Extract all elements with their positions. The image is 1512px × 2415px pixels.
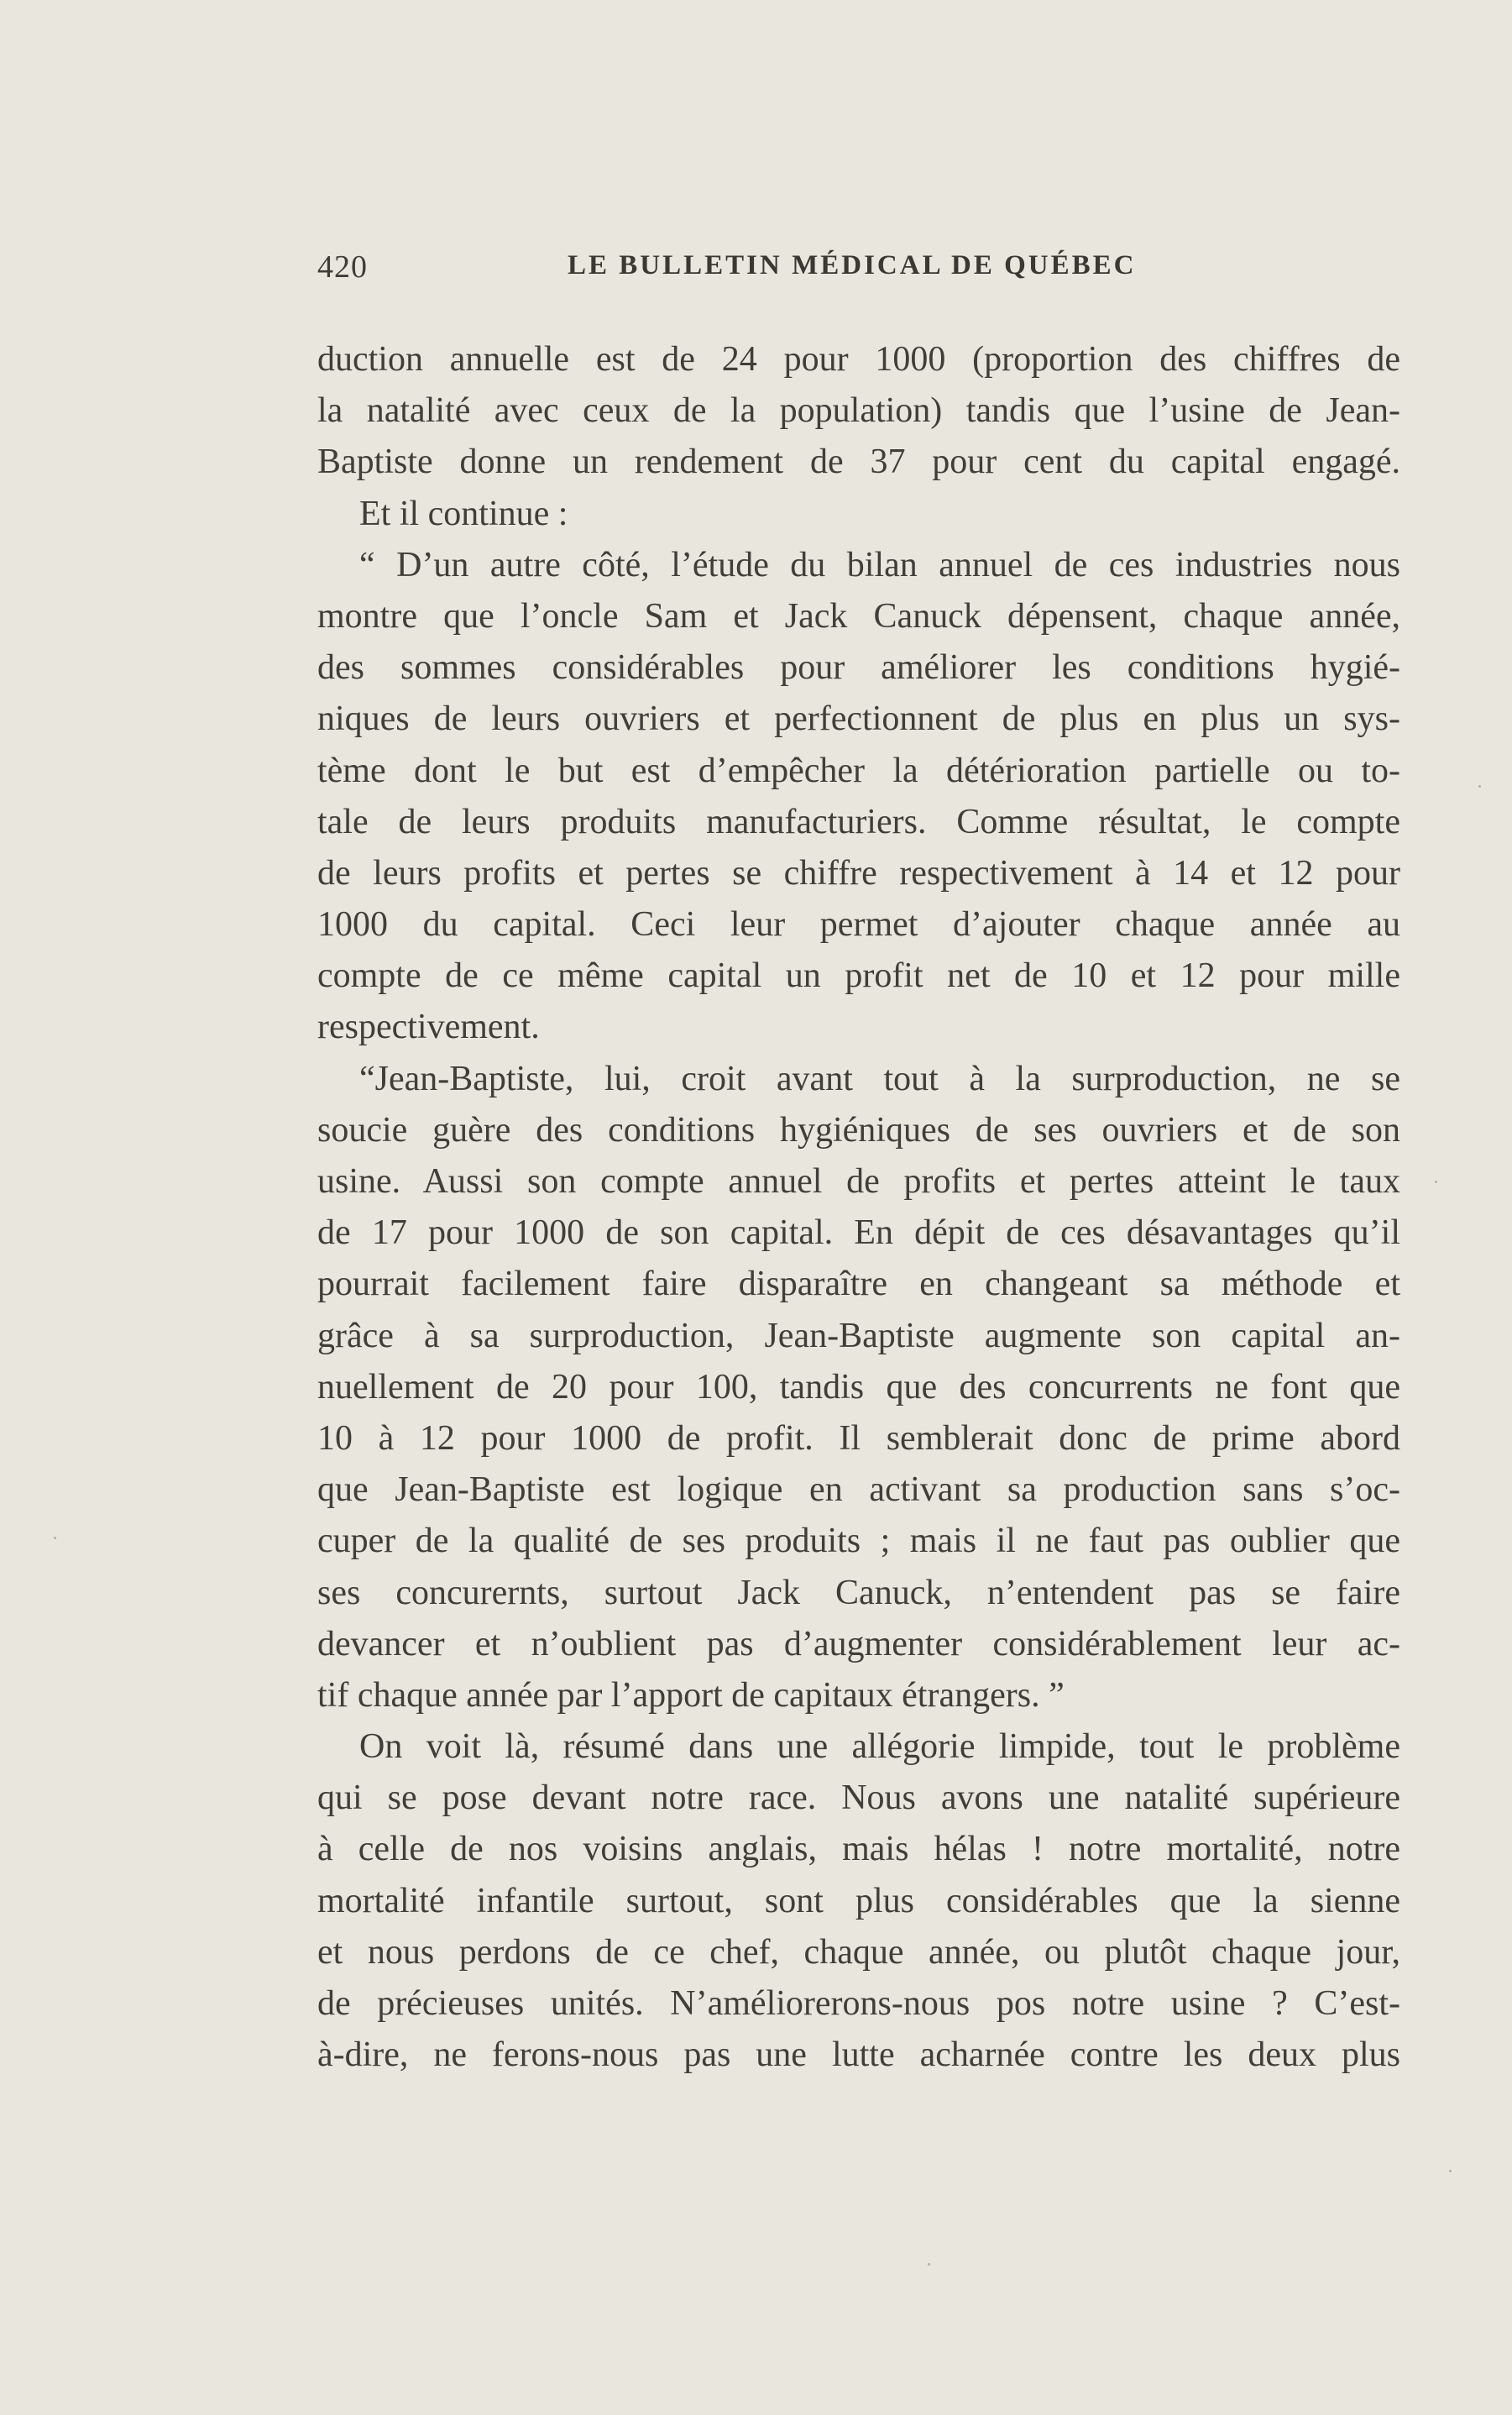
page-header — [317, 249, 1400, 291]
text-line: que Jean-Baptiste est logique en activant sa production sans s’oc- — [317, 1470, 1400, 1510]
text-line: Et il continue : — [359, 494, 568, 533]
text-line: nuellement de 20 pour 100, tandis que des concurrents ne font que — [317, 1367, 1400, 1407]
text-line: de précieuses unités. N’améliorerons-nous pos notre usine ? C’est- — [317, 1984, 1400, 2023]
running-title: LE BULLETIN MÉDICAL DE QUÉBEC — [568, 250, 1137, 280]
text-line: usine. Aussi son compte annuel de profits et pertes atteint le taux — [317, 1162, 1400, 1201]
text-line: “ D’un autre côté, l’étude du bilan annuel de ces industries nous — [359, 545, 1400, 584]
paper-speck — [928, 2263, 930, 2266]
paper-speck — [54, 1537, 56, 1539]
text-line: cuper de la qualité de ses produits ; mais il ne faut pas oublier que — [317, 1522, 1400, 1561]
text-line: de 17 pour 1000 de son capital. En dépit de ces désavantages qu’il — [317, 1213, 1400, 1253]
paper-speck — [1435, 1181, 1437, 1183]
text-line: pourrait facilement faire disparaître en changeant sa méthode et — [317, 1265, 1400, 1304]
paper-speck — [1449, 2170, 1452, 2172]
text-line: à-dire, ne ferons-nous pas une lutte acharnée contre les deux plus — [317, 2035, 1400, 2075]
text-line: soucie guère des conditions hygiéniques de ses ouvriers et de son — [317, 1110, 1400, 1150]
text-line: ses concurernts, surtout Jack Canuck, n’entendent pas se faire — [317, 1573, 1400, 1612]
text-line: mortalité infantile surtout, sont plus considérables que la sienne — [317, 1881, 1400, 1920]
text-line: la natalité avec ceux de la population) tandis que l’usine de Jean- — [317, 391, 1400, 431]
text-line: de leurs profits et pertes se chiffre respectivement à 14 et 12 pour — [317, 853, 1400, 893]
text-line: à celle de nos voisins anglais, mais hélas ! notre mortalité, notre — [317, 1830, 1400, 1869]
text-line: 10 à 12 pour 1000 de profit. Il semblerait donc de prime abord — [317, 1418, 1400, 1458]
text-line: Baptiste donne un rendement de 37 pour cent du capital engagé. — [317, 443, 1400, 482]
text-line: tème dont le but est d’empêcher la détérioration partielle ou to- — [317, 751, 1400, 790]
text-line: compte de ce même capital un profit net de 10 et 12 pour mille — [317, 956, 1400, 996]
text-line: des sommes considérables pour améliorer les conditions hygié- — [317, 648, 1400, 688]
text-line: “Jean-Baptiste, lui, croit avant tout à la surproduction, ne se — [359, 1059, 1400, 1098]
text-line: montre que l’oncle Sam et Jack Canuck dépensent, chaque année, — [317, 596, 1400, 636]
body-text — [317, 334, 1400, 2081]
text-line: niques de leurs ouvriers et perfectionnent de plus en plus un sys- — [317, 699, 1400, 739]
text-line: et nous perdons de ce chef, chaque année, ou plutôt chaque jour, — [317, 1932, 1400, 1972]
text-line: tif chaque année par l’apport de capitaux étrangers. ” — [317, 1675, 1065, 1715]
text-line: respectivement. — [317, 1008, 540, 1047]
text-line: On voit là, résumé dans une allégorie limpide, tout le problème — [359, 1727, 1400, 1767]
text-line: duction annuelle est de 24 pour 1000 (proportion des chiffres de — [317, 340, 1400, 379]
text-line: 1000 du capital. Ceci leur permet d’ajouter chaque année au — [317, 905, 1400, 945]
text-line: devancer et n’oublient pas d’augmenter considérablement leur ac- — [317, 1624, 1400, 1663]
text-line: tale de leurs produits manufacturiers. Comme résultat, le compte — [317, 802, 1400, 841]
text-line: qui se pose devant notre race. Nous avons une natalité supérieure — [317, 1779, 1400, 1818]
paper-speck — [1478, 785, 1481, 788]
text-line: grâce à sa surproduction, Jean-Baptiste augmente son capital an- — [317, 1316, 1400, 1355]
page-number: 420 — [317, 249, 368, 285]
